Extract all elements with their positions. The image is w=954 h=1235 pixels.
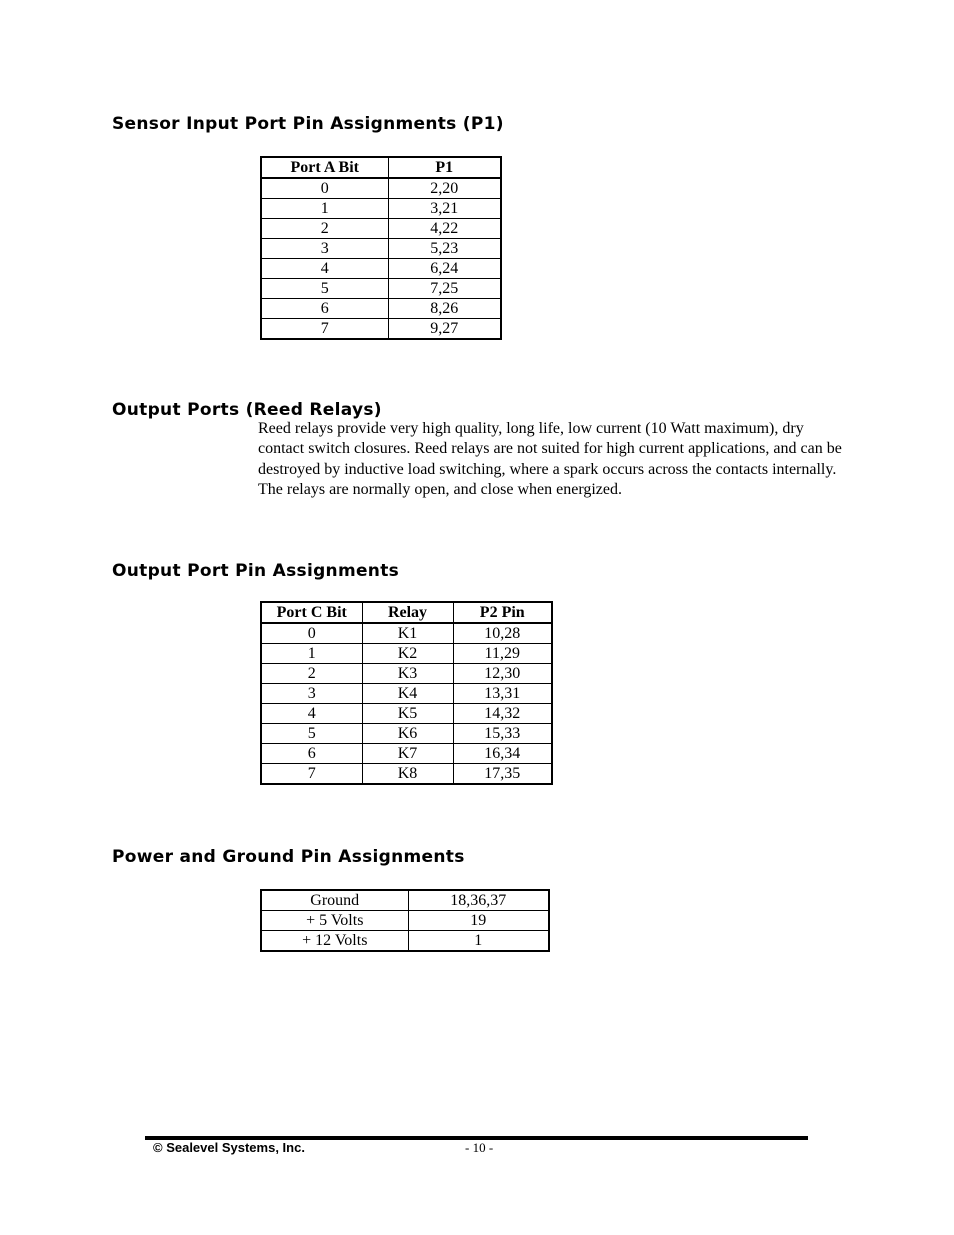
table-cell: 6 — [261, 299, 388, 319]
table-row — [261, 259, 501, 279]
column-header: Port C Bit — [261, 602, 362, 623]
table-cell: 3 — [261, 239, 388, 259]
column-header: P1 — [388, 157, 501, 178]
table-cell: K2 — [362, 644, 453, 664]
table-cell: K4 — [362, 684, 453, 704]
table-cell: 4 — [261, 704, 362, 724]
power-section-title: Power and Ground Pin Assignments — [112, 847, 465, 867]
table-cell: 10,28 — [453, 623, 552, 644]
table-cell: K1 — [362, 623, 453, 644]
table-cell: 17,35 — [453, 764, 552, 785]
table-cell: 5 — [261, 279, 388, 299]
table-cell: 5 — [261, 724, 362, 744]
table-cell: 1 — [408, 931, 549, 952]
table-cell: K8 — [362, 764, 453, 785]
table-cell: 7 — [261, 764, 362, 785]
table-cell: 5,23 — [388, 239, 501, 259]
table-cell: 16,34 — [453, 744, 552, 764]
reed-relay-description: Reed relays provide very high quality, long life, low current (10 Watt maximum), dry contact switch closures. Reed relays are not suited for high current applications, and can be destroyed by inductive load switching, where a spark occurs across the contacts internally. The relays are normally open, and close when energized. — [258, 420, 842, 498]
table-row — [261, 299, 501, 319]
footer-page-number: - 10 - — [465, 1140, 494, 1155]
table-cell: 3 — [261, 684, 362, 704]
table-cell: 4 — [261, 259, 388, 279]
table-cell: 0 — [261, 178, 388, 199]
power-pin-table — [260, 889, 550, 952]
table-cell: K7 — [362, 744, 453, 764]
table-cell: 8,26 — [388, 299, 501, 319]
table-cell: 18,36,37 — [408, 890, 549, 911]
table-cell: 2 — [261, 664, 362, 684]
table-cell: 13,31 — [453, 684, 552, 704]
table-cell: 14,32 — [453, 704, 552, 724]
table-cell: 11,29 — [453, 644, 552, 664]
table-cell: 12,30 — [453, 664, 552, 684]
table-cell: 1 — [261, 199, 388, 219]
table-cell: 2 — [261, 219, 388, 239]
table-row — [261, 664, 552, 684]
table-cell: K6 — [362, 724, 453, 744]
table-row — [261, 890, 549, 911]
table-row — [261, 319, 501, 340]
table-cell: + 12 Volts — [261, 931, 408, 952]
table-row — [261, 644, 552, 664]
table-row — [261, 724, 552, 744]
output-pin-table — [260, 601, 553, 785]
output-ports-title: Output Ports (Reed Relays) — [112, 400, 382, 420]
table-row — [261, 623, 552, 644]
table-cell: 4,22 — [388, 219, 501, 239]
footer-copyright: © Sealevel Systems, Inc. — [153, 1140, 305, 1155]
table-cell: K5 — [362, 704, 453, 724]
table-cell: 3,21 — [388, 199, 501, 219]
table-cell: K3 — [362, 664, 453, 684]
table-cell: 1 — [261, 644, 362, 664]
table-row — [261, 911, 549, 931]
column-header: Port A Bit — [261, 157, 388, 178]
sensor-pin-table — [260, 156, 502, 340]
table-cell: 9,27 — [388, 319, 501, 340]
table-row — [261, 684, 552, 704]
sensor-section-title: Sensor Input Port Pin Assignments (P1) — [112, 114, 504, 134]
table-row — [261, 764, 552, 785]
table-cell: Ground — [261, 890, 408, 911]
table-cell: 7 — [261, 319, 388, 340]
table-row — [261, 239, 501, 259]
table-row — [261, 704, 552, 724]
table-cell: 19 — [408, 911, 549, 931]
table-cell: 2,20 — [388, 178, 501, 199]
table-cell: 7,25 — [388, 279, 501, 299]
table-cell: 0 — [261, 623, 362, 644]
table-cell: 6,24 — [388, 259, 501, 279]
column-header: P2 Pin — [453, 602, 552, 623]
table-cell: 15,33 — [453, 724, 552, 744]
table-cell: 6 — [261, 744, 362, 764]
column-header: Relay — [362, 602, 453, 623]
table-row — [261, 744, 552, 764]
table-row — [261, 279, 501, 299]
table-row — [261, 178, 501, 199]
table-row — [261, 199, 501, 219]
table-cell: + 5 Volts — [261, 911, 408, 931]
output-pins-title: Output Port Pin Assignments — [112, 561, 400, 581]
table-row — [261, 931, 549, 952]
table-row — [261, 219, 501, 239]
